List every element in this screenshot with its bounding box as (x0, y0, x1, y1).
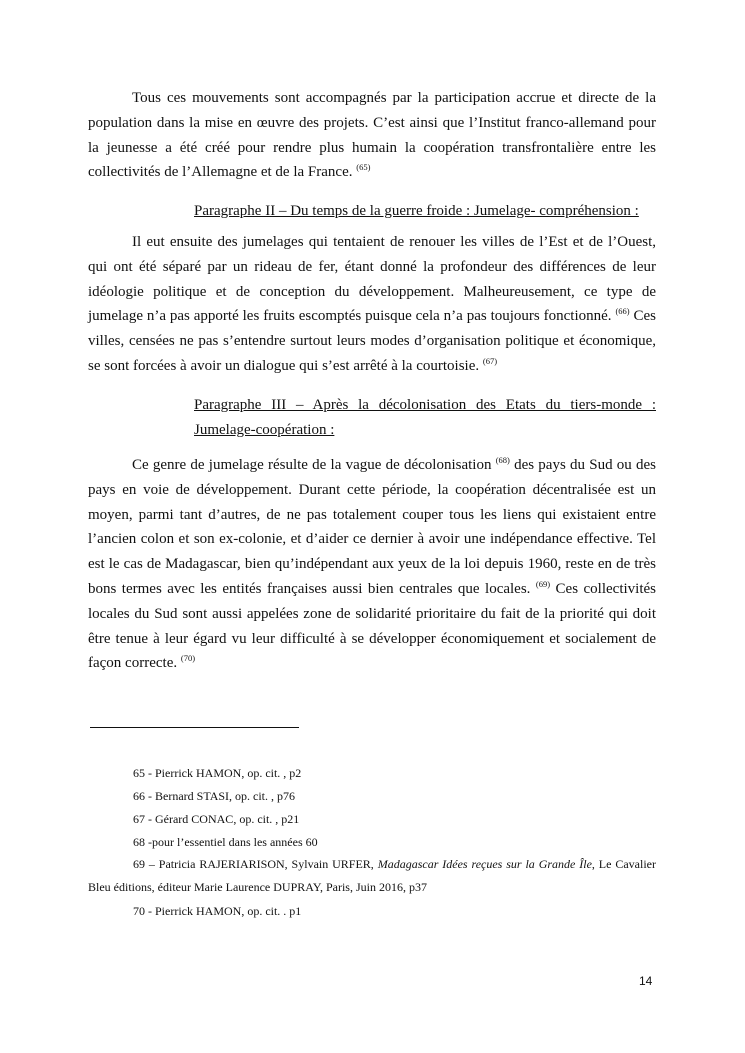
footnote-text: , Le Cavalier Bleu éditions, éditeur Marie Laurence DUPRAY, Paris, Juin 2016, p37 (88, 857, 656, 894)
paragraph-text: Il eut ensuite des jumelages qui tentaient de renouer les villes de l’Est et de l’Ouest, qui ont été séparé par un rideau de fer, étant donné la profondeur des différences de leur idéologie politique et de conception du développement. Malheureusement, ce type de jumelage n’a pas apporté les fruits escomptés puisque cela n’a pas toujours fonctionné. (88, 234, 656, 325)
footnote-66: 66 - Bernard STASI, op. cit. , p76 (133, 789, 296, 803)
footnote-ref: (65) (356, 162, 371, 173)
page-number: 14 (639, 974, 653, 988)
footnote-separator (90, 727, 299, 728)
paragraph-text: Ces collectivités locales du Sud sont aussi appelées zone de solidarité prioritaire du fait de la priorité qui doit être tenue à leur égard vu leur difficulté à se développer économiquement et socialement de façon correcte. (88, 580, 656, 672)
paragraph-text: des pays du Sud ou des pays en voie de développement. Durant cette période, la coopération décentralisée est un moyen, parmi tant d’autres, de ne pas totalement couper tous les liens qui existaient entre l’ancien colon et son ex-colonie, et d’aider ce dernier à avoir une indépendance effective. Tel est le cas de Madagascar, bien qu’indépendant aux yeux de la loi depuis 1960, reste en de très bons termes avec les entités françaises aussi bien centrales que locales. (88, 457, 657, 597)
footnote-ref: (67) (482, 355, 498, 366)
paragraph-text: Ce genre de jumelage résulte de la vague de décolonisation (132, 457, 496, 473)
footnote-67: 67 - Gérard CONAC, op. cit. , p21 (133, 812, 300, 826)
section-heading-3-line-2: Jumelage-coopération : (194, 422, 335, 438)
footnote-ref: (70) (180, 653, 196, 664)
footnote-65: 65 - Pierrick HAMON, op. cit. , p2 (133, 766, 302, 780)
section-heading-3-line-1: Paragraphe III – Après la décolonisation des Etats du tiers-monde : (194, 397, 656, 413)
body-paragraph-1 (88, 86, 656, 185)
paragraph-text: Tous ces mouvements sont accompagnés par la participation accrue et directe de la population dans la mise en œuvre des projets. C’est ainsi que l’Institut franco-allemand pour la jeunesse a été créé pour rendre plus humain la coopération transfrontalière entre les collectivités de l’Allemagne et de la France. (88, 90, 656, 181)
footnote-69 (88, 853, 656, 899)
footnote-70: 70 - Pierrick HAMON, op. cit. . p1 (133, 904, 302, 918)
paragraph-text: Ces villes, censées ne pas s’entendre surtout leurs modes d’organisation politique et économique, se sont forcées à avoir un dialogue qui s’est arrêté à la courtoisie. (88, 308, 656, 374)
body-paragraph-2 (88, 230, 656, 379)
body-paragraph-3 (88, 453, 656, 676)
footnote-ref: (68) (495, 455, 510, 465)
section-heading-2: Paragraphe II – Du temps de la guerre froide : Jumelage- compréhension : (194, 203, 639, 219)
footnote-ref: (66) (615, 306, 630, 317)
footnote-ref: (69) (535, 578, 551, 589)
footnote-book-title: Madagascar Idées reçues sur la Grande Île (377, 857, 592, 871)
footnote-text: 69 – Patricia RAJERIARISON, Sylvain URFER, (133, 857, 378, 871)
footnote-68: 68 -pour l’essentiel dans les années 60 (133, 835, 318, 849)
